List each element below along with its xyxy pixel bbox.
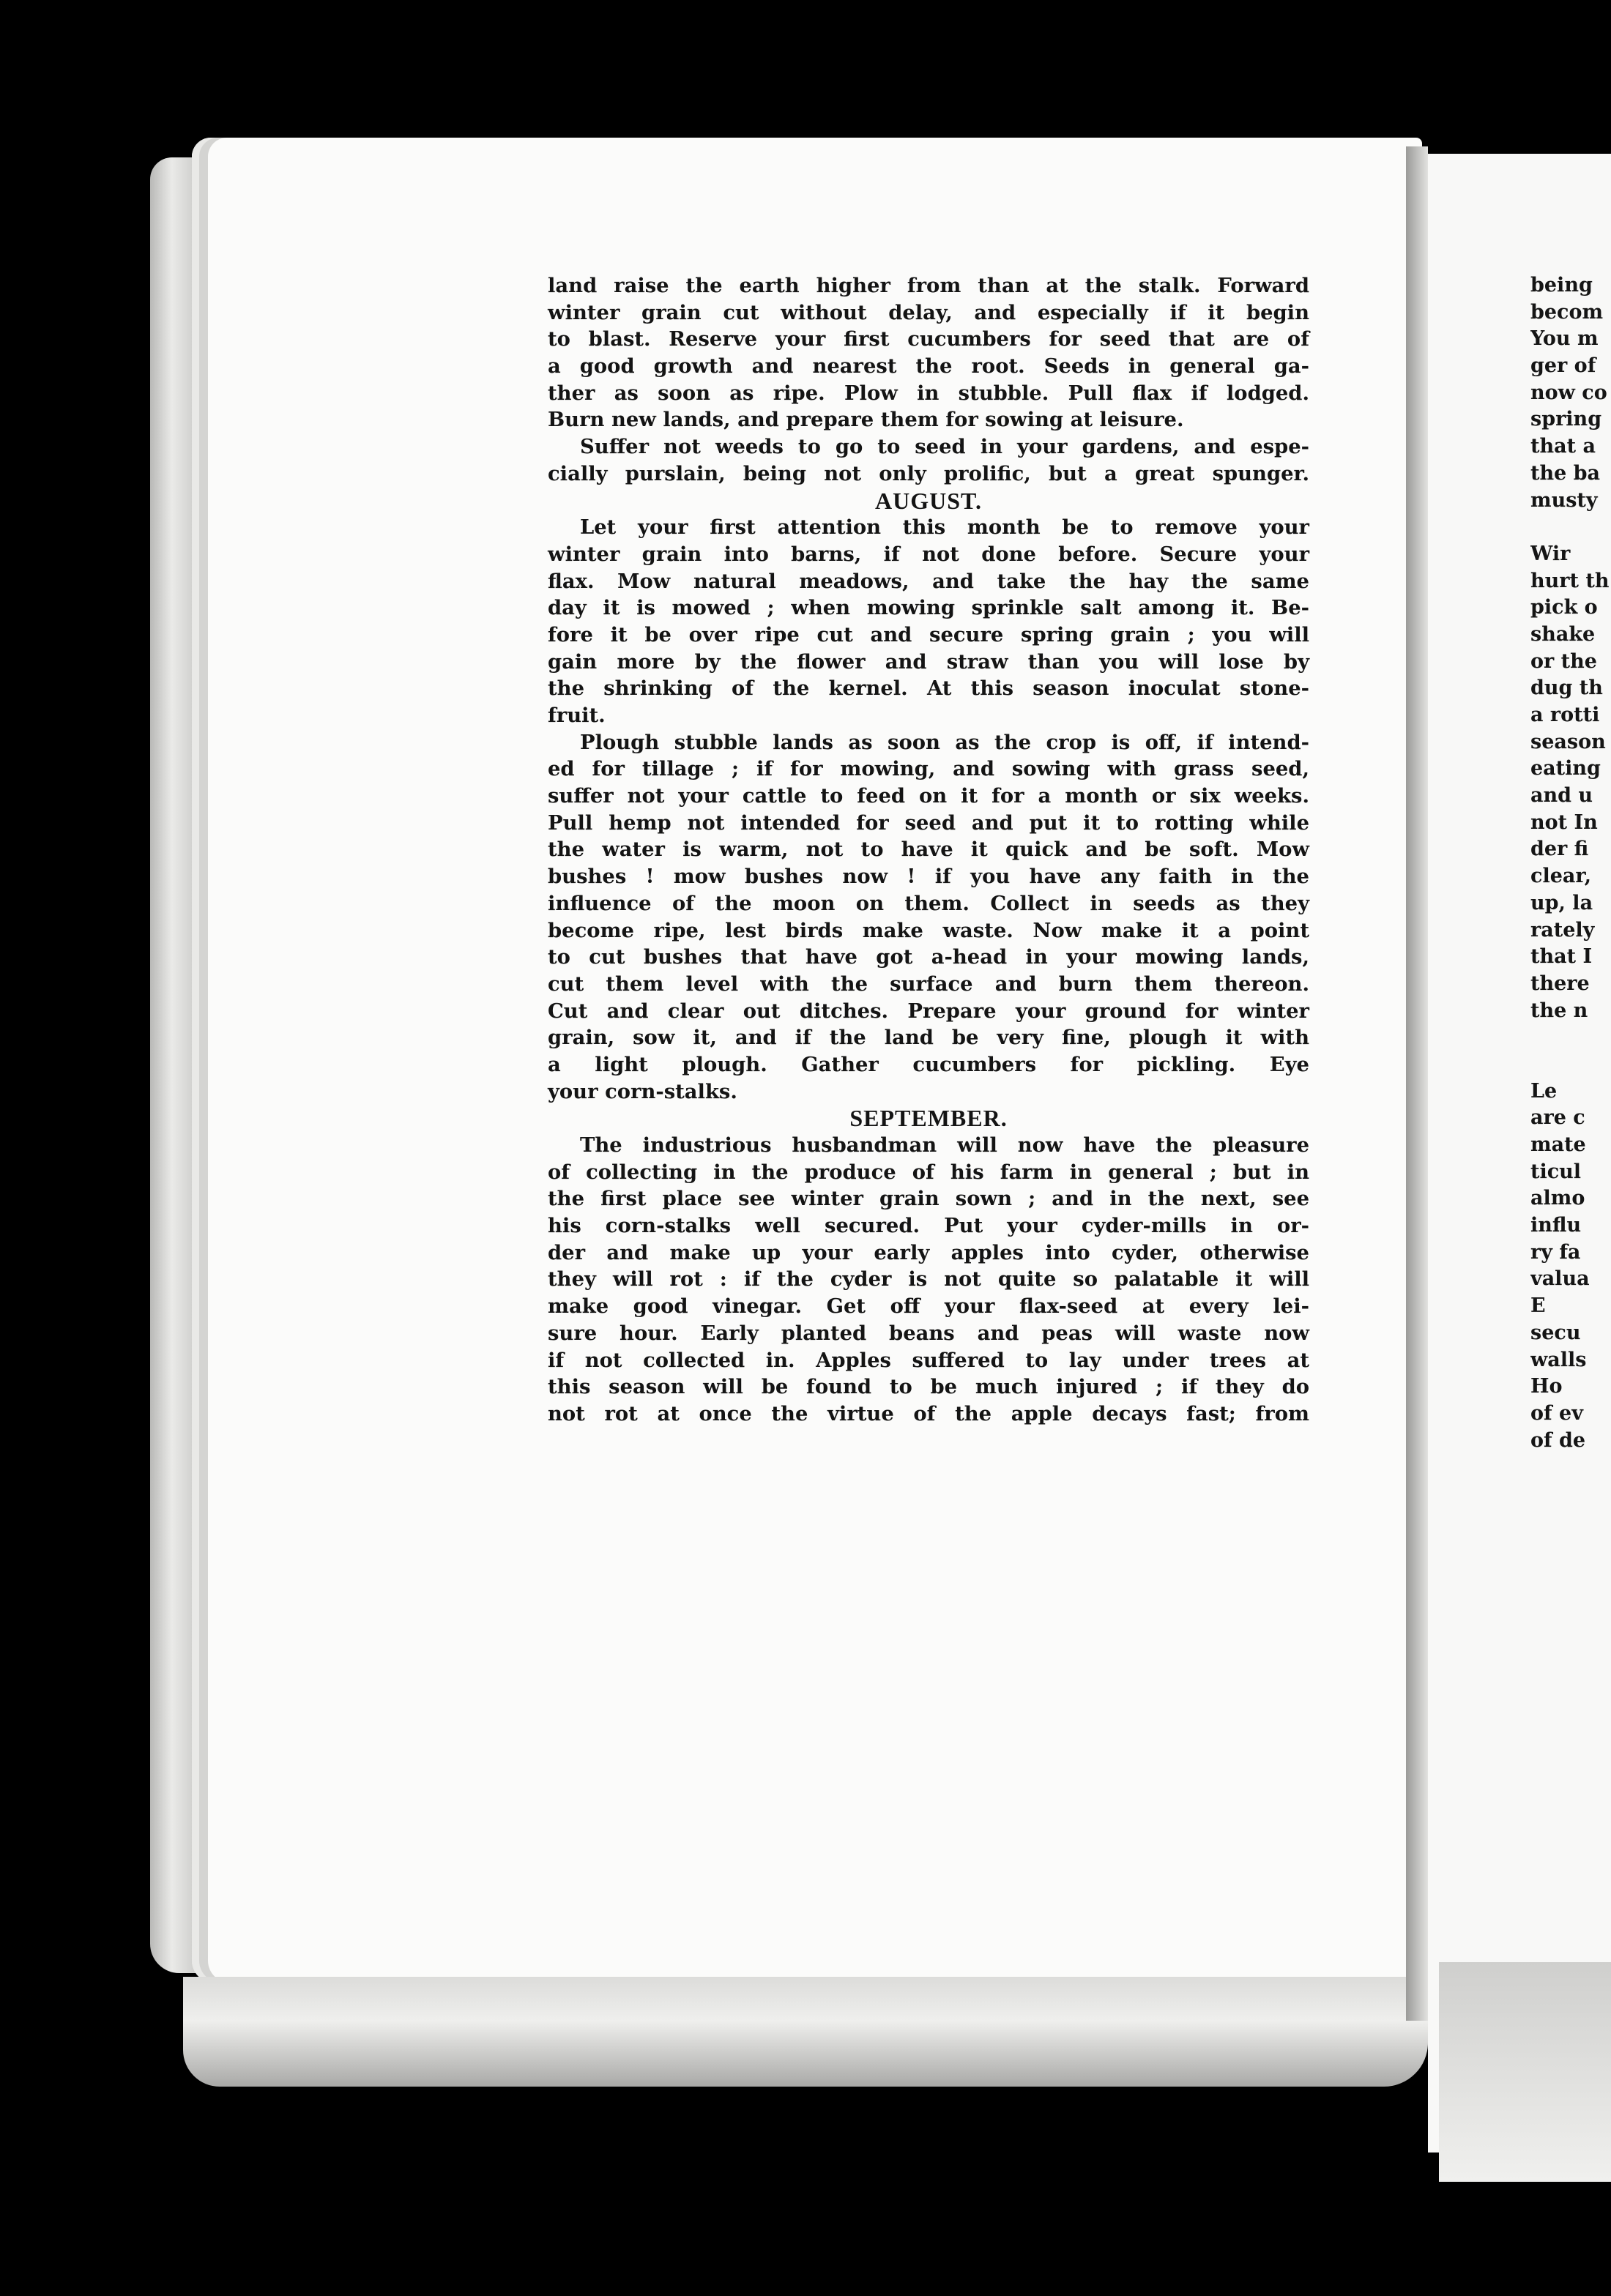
text-line: not rot at once the virtue of the apple decays fast; from (548, 1401, 1309, 1425)
text-line: Cut and clear out ditches. Prepare your ground for winter (548, 999, 1309, 1023)
text-line: of collecting in the produce of his farm in general ; but in (548, 1160, 1309, 1184)
text-line: your corn-stalks. (548, 1079, 737, 1103)
line-gap (1530, 1024, 1611, 1051)
text-line: a light plough. Gather cucumbers for pickling. Eye (548, 1052, 1309, 1076)
text-line: ed for tillage ; if for mowing, and sowing with grass seed, (548, 757, 1309, 781)
text-line: winter grain into barns, if not done before. Secure your (548, 542, 1309, 566)
text-fragment: a rotti (1530, 704, 1600, 726)
text-line: become ripe, lest birds make waste. Now make it a point (548, 918, 1309, 942)
text-line: Burn new lands, and prepare them for sowing at leisure. (548, 408, 1184, 432)
text-fragment: walls (1530, 1348, 1587, 1371)
text-fragment: of de (1530, 1428, 1586, 1452)
text-fragment: ticul (1530, 1160, 1582, 1183)
text-fragment: ger of (1530, 354, 1596, 378)
text-fragment: mate (1530, 1133, 1586, 1156)
text-fragment: secu (1530, 1321, 1581, 1344)
text-line: gain more by the flower and straw than you will lose by (548, 649, 1309, 674)
text-line: the water is warm, not to have it quick and be soft. Mow (548, 838, 1309, 862)
text-line: a good growth and nearest the root. Seeds in general ga- (548, 354, 1309, 379)
text-line: flax. Mow natural meadows, and take the hay the same (548, 569, 1309, 593)
text-line: ther as soon as ripe. Plow in stubble. Pull flax if lodged. (548, 381, 1309, 405)
text-line: land raise the earth higher from than at the stalk. Forward (548, 274, 1309, 297)
text-line: fruit. (548, 704, 606, 727)
right-page-text-fragments (1530, 272, 1611, 1454)
text-line: they will rot : if the cyder is not quite so palatable it will (548, 1267, 1309, 1292)
left-page-text (548, 272, 1309, 1428)
text-line: the shrinking of the kernel. At this season inoculat stone- (548, 676, 1309, 701)
text-fragment: Ho (1530, 1375, 1563, 1398)
right-page-lower-edge (1439, 1962, 1611, 2182)
line-gap (1530, 514, 1611, 541)
text-fragment: becom (1530, 300, 1604, 324)
text-line: day it is mowed ; when mowing sprinkle salt among it. Be- (548, 596, 1309, 620)
text-fragment: up, la (1530, 891, 1593, 914)
text-fragment: Le (1530, 1079, 1558, 1103)
text-fragment: Wir (1530, 542, 1571, 565)
text-fragment: spring (1530, 408, 1602, 431)
text-line: sure hour. Early planted beans and peas will waste now (548, 1321, 1309, 1345)
text-fragment: being (1530, 274, 1593, 297)
page-bottom-edge (183, 1977, 1428, 2087)
text-fragment: the n (1530, 999, 1588, 1022)
text-line: grain, sow it, and if the land be very fine, plough it with (548, 1026, 1309, 1050)
text-fragment: not In (1530, 810, 1598, 834)
text-fragment: pick o (1530, 596, 1598, 619)
text-line: suffer not your cattle to feed on it for a month or six weeks. (548, 784, 1309, 808)
text-line: cially purslain, being not only prolific, but a great spunger. (548, 461, 1309, 485)
line-gap (1530, 1051, 1611, 1078)
text-fragment: dug th (1530, 676, 1603, 700)
text-line: this season will be found to be much injured ; if they do (548, 1375, 1309, 1399)
text-fragment: influ (1530, 1214, 1582, 1237)
text-fragment: and u (1530, 784, 1593, 808)
text-line: der and make up your early apples into cyder, otherwise (548, 1240, 1309, 1264)
text-fragment: shake (1530, 622, 1596, 646)
text-fragment: almo (1530, 1187, 1585, 1210)
text-line: his corn-stalks well secured. Put your cyder-mills in or- (548, 1214, 1309, 1238)
text-fragment: that a (1530, 435, 1596, 458)
text-line: Let your first attention this month be to remove your (580, 515, 1309, 540)
text-fragment: valua (1530, 1267, 1590, 1291)
text-fragment: of ev (1530, 1401, 1583, 1425)
section-heading-august: AUGUST. (875, 487, 982, 514)
text-line: Plough stubble lands as soon as the crop is off, if intend- (580, 730, 1309, 754)
text-fragment: der fi (1530, 838, 1589, 861)
text-fragment: there (1530, 972, 1590, 995)
text-line: fore it be over ripe cut and secure spring grain ; you will (548, 622, 1309, 646)
text-fragment: You m (1530, 327, 1599, 351)
text-fragment: season (1530, 730, 1606, 753)
text-line: Suffer not weeds to go to seed in your gardens, and espe- (580, 435, 1309, 459)
section-heading-september: SEPTEMBER. (849, 1105, 1008, 1132)
text-line: influence of the moon on them. Collect in seeds as they (548, 891, 1309, 915)
text-fragment: musty (1530, 488, 1598, 512)
text-line: to blast. Reserve your first cucumbers for seed that are of (548, 327, 1309, 351)
text-fragment: eating (1530, 757, 1601, 780)
text-line: winter grain cut without delay, and especially if it begin (548, 300, 1309, 324)
text-line: if not collected in. Apples suffered to lay under trees at (548, 1348, 1309, 1372)
text-fragment: ry fa (1530, 1240, 1581, 1264)
text-line: bushes ! mow bushes now ! if you have any faith in the (548, 865, 1309, 889)
text-line: The industrious husbandman will now have the pleasure (580, 1133, 1309, 1157)
text-fragment: or the (1530, 649, 1597, 673)
text-line: Pull hemp not intended for seed and put it to rotting while (548, 810, 1309, 835)
text-fragment: the ba (1530, 461, 1601, 485)
text-line: cut them level with the surface and burn them thereon. (548, 972, 1309, 996)
text-line: make good vinegar. Get off your flax-seed at every lei- (548, 1294, 1309, 1319)
text-fragment: now co (1530, 381, 1607, 404)
text-fragment: rately (1530, 918, 1595, 942)
text-fragment: are c (1530, 1106, 1585, 1130)
text-fragment: that I (1530, 945, 1593, 969)
book-gutter (1406, 146, 1428, 2021)
text-line: to cut bushes that have got a-head in your mowing lands, (548, 945, 1309, 969)
text-fragment: E (1530, 1294, 1546, 1318)
text-fragment: clear, (1530, 865, 1592, 888)
text-fragment: hurt th (1530, 569, 1610, 592)
text-line: the first place see winter grain sown ; and in the next, see (548, 1187, 1309, 1211)
